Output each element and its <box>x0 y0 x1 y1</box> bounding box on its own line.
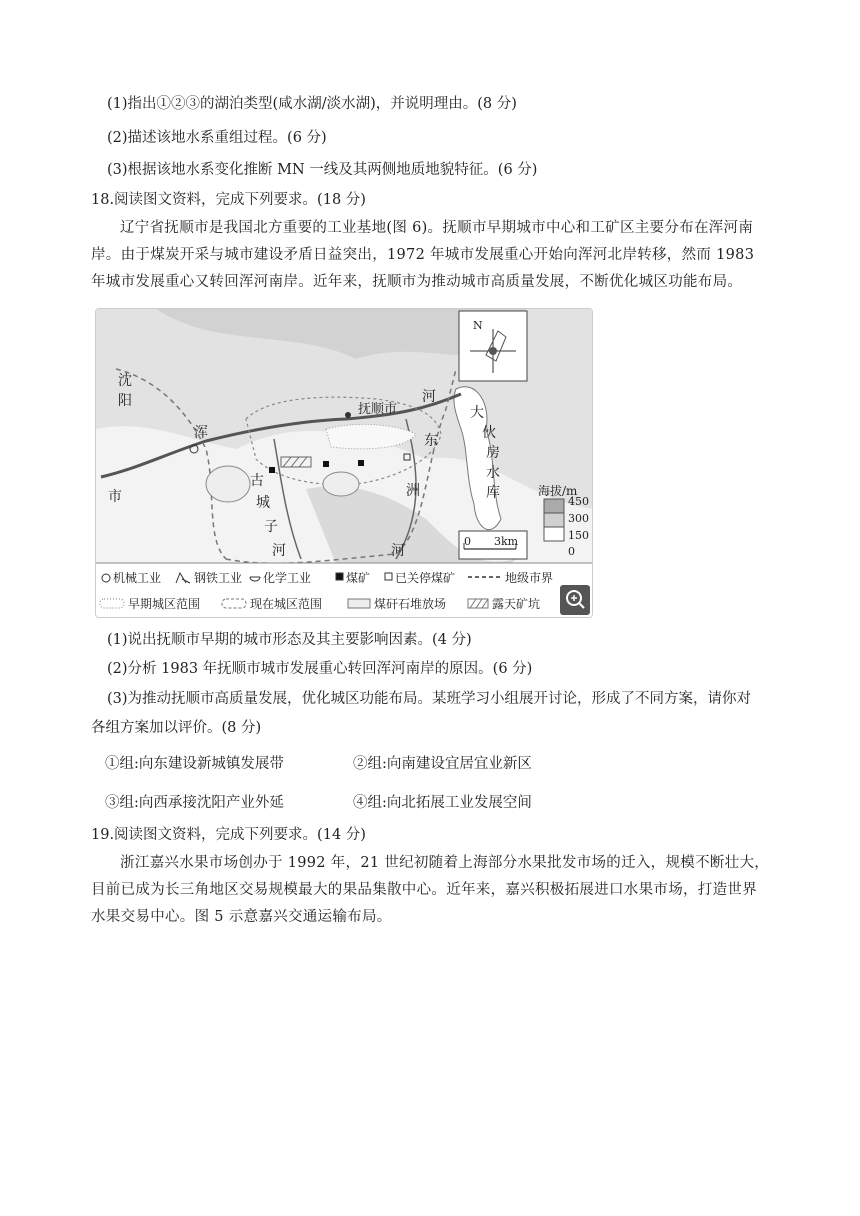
q17-sub1: (1)指出①②③的湖泊类型(咸水湖/淡水湖)，并说明理由。(8 分) <box>107 96 517 112</box>
q18-sub2: (2)分析 1983 年抚顺市城市发展重心转回浑河南岸的原因。(6 分) <box>107 661 533 677</box>
scale-km: 3km <box>494 535 519 548</box>
label-gu: 古 <box>250 473 264 489</box>
legend-coal-mine: 煤矿 <box>346 571 371 585</box>
legend-gangue: 煤矸石堆放场 <box>374 597 447 611</box>
label-zhou: 洲 <box>406 483 420 499</box>
legend-chemical: 化学工业 <box>263 571 312 585</box>
label-shi: 市 <box>108 489 122 505</box>
label-he-right: 河 <box>422 389 436 405</box>
legend-open-pit: 露天矿坑 <box>492 597 541 611</box>
elev-tick-0: 0 <box>568 545 575 558</box>
label-yang: 阳 <box>118 393 132 409</box>
scale-zero: 0 <box>464 535 471 548</box>
legend-machinery: 机械工业 <box>113 571 162 585</box>
option-3: ③组:向西承接沈阳产业外延 <box>105 795 284 811</box>
legend-early-city: 早期城区范围 <box>128 597 201 611</box>
label-fang: 房 <box>486 445 500 461</box>
option-1: ①组:向东建设新城镇发展带 <box>105 756 284 772</box>
q18-sub3-line1: (3)为推动抚顺市高质量发展，优化城区功能布局。某班学习小组展开讨论，形成了不同方案，请你对 <box>107 691 752 707</box>
q18-title: 18.阅读图文资料，完成下列要求。(18 分) <box>91 192 366 208</box>
label-cheng: 城 <box>256 495 270 511</box>
elevation-title: 海拔/m <box>538 484 578 498</box>
q18-sub1: (1)说出抚顺市早期的城市形态及其主要影响因素。(4 分) <box>107 632 472 648</box>
q18-sub3-line2: 各组方案加以评价。(8 分) <box>91 720 262 736</box>
q17-sub2: (2)描述该地水系重组过程。(6 分) <box>107 130 327 146</box>
legend-steel: 钢铁工业 <box>194 571 243 585</box>
fushun-map <box>95 308 593 618</box>
option-4: ④组:向北拓展工业发展空间 <box>353 795 532 811</box>
label-ku: 库 <box>486 485 500 501</box>
legend-closed-mine: 已关停煤矿 <box>395 571 456 585</box>
label-huo: 伙 <box>482 425 496 441</box>
elev-tick-450: 450 <box>568 495 589 508</box>
label-he-gcz: 河 <box>272 543 286 559</box>
label-north: N <box>473 319 483 332</box>
q18-paragraph: 辽宁省抚顺市是我国北方重要的工业基地(图 6)。抚顺市早期城市中心和工矿区主要分布在浑河南岸。由于煤炭开采与城市建设矛盾日益突出，1972 年城市发展重心开始向浑河北岸转移，然而 1983 年城市发展重心又转回浑河南岸。近年来，抚顺市为推动城市高质量发展，不断优化城区功能布局。 <box>91 220 755 290</box>
label-da: 大 <box>470 405 484 421</box>
label-city: 抚顺市 <box>358 402 398 417</box>
q19-paragraph: 浙江嘉兴水果市场创办于 1992 年，21 世纪初随着上海部分水果批发市场的迁入，规模不断壮大，目前已成为长三角地区交易规模最大的果品集散中心。近年来，嘉兴积极拓展进口水果市场，打造世界水果交易中心。图 5 示意嘉兴交通运输布局。 <box>91 855 770 925</box>
label-shen: 沈 <box>118 373 132 389</box>
label-shui: 水 <box>486 465 500 481</box>
map-drawing <box>96 309 592 617</box>
legend-current-city: 现在城区范围 <box>250 597 323 611</box>
zoom-button[interactable] <box>560 585 590 615</box>
q19-title: 19.阅读图文资料，完成下列要求。(14 分) <box>91 827 366 843</box>
label-hun: 浑 <box>194 425 208 441</box>
legend-boundary: 地级市界 <box>505 571 554 585</box>
q17-sub3: (3)根据该地水系变化推断 MN 一线及其两侧地质地貌特征。(6 分) <box>107 162 538 178</box>
label-dong: 东 <box>424 433 438 449</box>
option-2: ②组:向南建设宜居宜业新区 <box>353 756 532 772</box>
label-he-dz: 河 <box>391 543 405 559</box>
label-zi: 子 <box>264 519 278 535</box>
elev-tick-150: 150 <box>568 529 589 542</box>
elev-tick-300: 300 <box>568 512 589 525</box>
